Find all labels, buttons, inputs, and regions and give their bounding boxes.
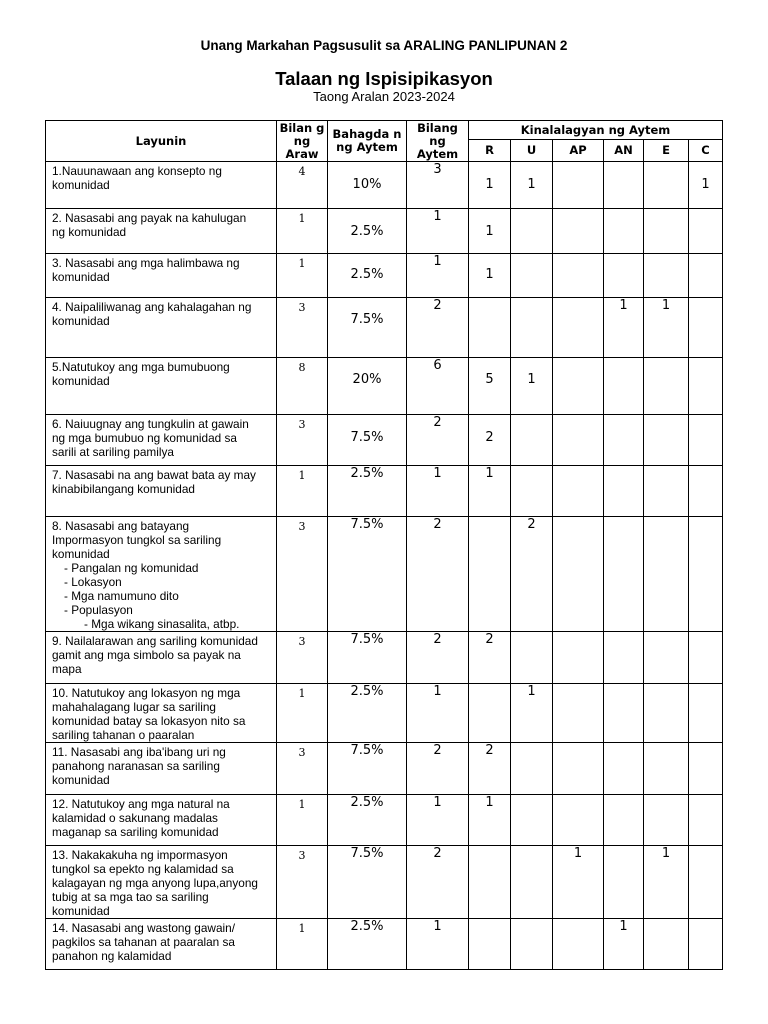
days-cell: 4	[277, 162, 328, 209]
level-cell-e	[644, 466, 689, 517]
level-cell-ap	[553, 795, 604, 846]
objective-text: kalagayan ng mga anyong lupa,anyong	[52, 876, 258, 890]
percent-cell: 2.5%	[328, 919, 407, 970]
objective-text: tubig at sa mga tao sa sariling	[52, 890, 209, 904]
level-cell-ap	[553, 209, 604, 254]
objective-subitem: - Pangalan ng komunidad	[64, 561, 199, 575]
level-cell-an	[604, 358, 644, 415]
table-row	[46, 846, 723, 919]
percent-cell: 2.5%	[328, 254, 407, 298]
objective-text: komunidad	[52, 178, 110, 192]
items-cell: 2	[407, 298, 469, 358]
level-cell-u: 2	[511, 517, 553, 632]
objective-text: panahong naranasan sa sariling	[52, 759, 220, 773]
objective-text: 3. Nasasabi ang mga halimbawa ng	[52, 256, 240, 270]
table-row	[46, 415, 723, 466]
items-header: Bilang ng Aytem	[407, 121, 469, 162]
objective-text: gamit ang mga simbolo sa payak na	[52, 648, 241, 662]
table-row	[46, 743, 723, 795]
items-cell: 2	[407, 517, 469, 632]
level-cell-c	[689, 415, 723, 466]
level-header-c: C	[689, 140, 723, 162]
objective-text: komunidad batay sa lokasyon nito sa	[52, 714, 246, 728]
level-cell-r: 2	[469, 743, 511, 795]
percent-cell: 2.5%	[328, 209, 407, 254]
objective-text: Impormasyon tungkol sa sariling	[52, 533, 222, 547]
level-cell-an	[604, 795, 644, 846]
percent-cell: 2.5%	[328, 466, 407, 517]
objective-text: 8. Nasasabi ang batayang	[52, 519, 190, 533]
level-cell-c	[689, 632, 723, 684]
table-row	[46, 358, 723, 415]
objective-text: komunidad	[52, 314, 110, 328]
objective-subitem: - Mga namumuno dito	[64, 589, 179, 603]
level-cell-ap	[553, 632, 604, 684]
exam-title: Unang Markahan Pagsusulit sa ARALING PANLIPUNAN 2	[200, 38, 568, 53]
items-cell: 1	[407, 919, 469, 970]
objective-text: komunidad	[52, 270, 110, 284]
level-cell-an: 1	[604, 919, 644, 970]
items-cell: 1	[407, 466, 469, 517]
level-cell-u	[511, 795, 553, 846]
objective-text: 13. Nakakakuha ng impormasyon	[52, 848, 228, 862]
level-cell-an	[604, 466, 644, 517]
objective-text: komunidad	[52, 904, 110, 918]
level-cell-e	[644, 919, 689, 970]
percent-cell: 7.5%	[328, 415, 407, 466]
objective-cell	[46, 743, 277, 795]
level-cell-c	[689, 298, 723, 358]
level-cell-r	[469, 846, 511, 919]
level-cell-ap	[553, 684, 604, 743]
days-cell: 1	[277, 254, 328, 298]
items-cell: 1	[407, 254, 469, 298]
table-row	[46, 254, 723, 298]
days-cell: 1	[277, 684, 328, 743]
level-cell-e	[644, 358, 689, 415]
specification-table	[45, 120, 723, 970]
level-cell-ap	[553, 517, 604, 632]
level-header-e: E	[644, 140, 689, 162]
header-row-top	[46, 121, 723, 140]
level-cell-c	[689, 209, 723, 254]
level-cell-ap	[553, 254, 604, 298]
objective-text: ng komunidad	[52, 225, 127, 239]
table-row	[46, 919, 723, 970]
level-cell-c	[689, 358, 723, 415]
days-cell: 3	[277, 743, 328, 795]
objective-cell	[46, 795, 277, 846]
objective-text: komunidad	[52, 547, 110, 561]
level-cell-u: 1	[511, 162, 553, 209]
level-cell-c	[689, 743, 723, 795]
level-header-ap: AP	[553, 140, 604, 162]
level-cell-an	[604, 743, 644, 795]
objective-text: 7. Nasasabi na ang bawat bata ay may	[52, 468, 256, 482]
level-cell-ap	[553, 162, 604, 209]
level-cell-ap	[553, 358, 604, 415]
objective-text: pagkilos sa tahanan at paaralan sa	[52, 935, 235, 949]
objective-cell	[46, 846, 277, 919]
level-cell-u	[511, 415, 553, 466]
items-cell: 2	[407, 632, 469, 684]
days-cell: 3	[277, 298, 328, 358]
level-cell-c	[689, 517, 723, 632]
level-cell-u	[511, 632, 553, 684]
items-cell: 2	[407, 415, 469, 466]
items-cell: 1	[407, 684, 469, 743]
objective-text: 9. Nailalarawan ang sariling komunidad	[52, 634, 258, 648]
objective-text: maganap sa sariling komunidad	[52, 825, 219, 839]
objective-text: 10. Natutukoy ang lokasyon ng mga	[52, 686, 241, 700]
school-year: Taong Aralan 2023-2024	[313, 89, 455, 104]
level-cell-r: 1	[469, 209, 511, 254]
level-cell-e	[644, 209, 689, 254]
percent-cell: 20%	[328, 358, 407, 415]
level-cell-an	[604, 415, 644, 466]
level-cell-r: 1	[469, 466, 511, 517]
objective-text: komunidad	[52, 773, 110, 787]
level-cell-an	[604, 162, 644, 209]
days-cell: 1	[277, 795, 328, 846]
table-row	[46, 209, 723, 254]
level-cell-ap: 1	[553, 846, 604, 919]
objective-text: sariling tahanan o paaralan	[52, 728, 195, 742]
objective-cell	[46, 919, 277, 970]
objective-cell	[46, 209, 277, 254]
items-cell: 6	[407, 358, 469, 415]
days-cell: 3	[277, 846, 328, 919]
level-cell-e	[644, 415, 689, 466]
objective-cell	[46, 298, 277, 358]
level-cell-r: 2	[469, 632, 511, 684]
level-cell-c	[689, 254, 723, 298]
level-cell-an	[604, 684, 644, 743]
level-cell-u	[511, 209, 553, 254]
level-cell-e	[644, 254, 689, 298]
objective-text: mahahalagang lugar sa sariling	[52, 700, 216, 714]
level-cell-r: 5	[469, 358, 511, 415]
percent-cell: 7.5%	[328, 632, 407, 684]
objective-subitem: - Mga wikang sinasalita, atbp.	[84, 617, 240, 631]
level-cell-e	[644, 684, 689, 743]
objective-header: Layunin	[46, 121, 277, 162]
placement-header: Kinalalagyan ng Aytem	[469, 121, 723, 140]
objective-cell	[46, 517, 277, 632]
items-cell: 1	[407, 795, 469, 846]
level-header-an: AN	[604, 140, 644, 162]
objective-cell	[46, 254, 277, 298]
table-row	[46, 684, 723, 743]
level-cell-r: 2	[469, 415, 511, 466]
level-cell-e: 1	[644, 298, 689, 358]
objective-text: 2. Nasasabi ang payak na kahulugan	[52, 211, 247, 225]
level-cell-an	[604, 209, 644, 254]
objective-text: kinabibilangang komunidad	[52, 482, 195, 496]
percent-cell: 7.5%	[328, 298, 407, 358]
percent-cell: 7.5%	[328, 846, 407, 919]
table-row	[46, 795, 723, 846]
level-cell-u: 1	[511, 358, 553, 415]
table-row	[46, 632, 723, 684]
level-cell-an	[604, 632, 644, 684]
table-row	[46, 162, 723, 209]
level-cell-an	[604, 254, 644, 298]
level-cell-u	[511, 254, 553, 298]
percent-cell: 7.5%	[328, 743, 407, 795]
objective-cell	[46, 632, 277, 684]
objective-text: panahon ng kalamidad	[52, 949, 172, 963]
level-cell-ap	[553, 298, 604, 358]
level-header-u: U	[511, 140, 553, 162]
level-cell-ap	[553, 466, 604, 517]
percent-cell: 2.5%	[328, 684, 407, 743]
items-cell: 1	[407, 209, 469, 254]
objective-subitem: - Populasyon	[64, 603, 133, 617]
level-cell-c	[689, 466, 723, 517]
objective-cell	[46, 684, 277, 743]
days-cell: 3	[277, 632, 328, 684]
objective-text: 12. Natutukoy ang mga natural na	[52, 797, 230, 811]
days-cell: 3	[277, 415, 328, 466]
days-header: Bilan g ng Araw	[277, 121, 328, 162]
objective-text: 11. Nasasabi ang iba'ibang uri ng	[52, 745, 226, 759]
objective-cell	[46, 415, 277, 466]
percent-cell: 7.5%	[328, 517, 407, 632]
level-cell-r: 1	[469, 162, 511, 209]
objective-text: kalamidad o sakunang madalas	[52, 811, 218, 825]
objective-text: sarili at sariling pamilya	[52, 445, 174, 459]
level-cell-e	[644, 517, 689, 632]
objective-text: ng mga bumubuo ng komunidad sa	[52, 431, 237, 445]
table-row	[46, 466, 723, 517]
table-row	[46, 517, 723, 632]
items-cell: 3	[407, 162, 469, 209]
document-title: Talaan ng Ispisipikasyon	[275, 68, 493, 89]
level-cell-r	[469, 517, 511, 632]
level-cell-e	[644, 162, 689, 209]
level-cell-c	[689, 795, 723, 846]
level-cell-r	[469, 684, 511, 743]
level-cell-u	[511, 743, 553, 795]
level-cell-u	[511, 466, 553, 517]
level-cell-r	[469, 919, 511, 970]
days-cell: 1	[277, 919, 328, 970]
level-cell-an: 1	[604, 298, 644, 358]
table-row	[46, 298, 723, 358]
objective-subitem: - Lokasyon	[64, 575, 122, 589]
objective-text: tungkol sa epekto ng kalamidad sa	[52, 862, 234, 876]
objective-text: mapa	[52, 662, 82, 676]
level-cell-c	[689, 919, 723, 970]
level-cell-r	[469, 298, 511, 358]
level-cell-u	[511, 298, 553, 358]
objective-text: 4. Naipaliliwanag ang kahalagahan ng	[52, 300, 252, 314]
days-cell: 1	[277, 466, 328, 517]
objective-text: 1.Nauunawaan ang konsepto ng	[52, 164, 222, 178]
level-cell-an	[604, 517, 644, 632]
level-cell-e	[644, 632, 689, 684]
percent-cell: 10%	[328, 162, 407, 209]
items-cell: 2	[407, 846, 469, 919]
objective-text: 5.Natutukoy ang mga bumubuong	[52, 360, 230, 374]
objective-text: 6. Naiuugnay ang tungkulin at gawain	[52, 417, 249, 431]
level-cell-c	[689, 684, 723, 743]
objective-cell	[46, 466, 277, 517]
level-cell-r: 1	[469, 254, 511, 298]
level-cell-ap	[553, 415, 604, 466]
percent-header: Bahagda n ng Aytem	[328, 121, 407, 162]
objective-cell	[46, 162, 277, 209]
level-cell-e	[644, 743, 689, 795]
level-cell-c: 1	[689, 162, 723, 209]
level-cell-e: 1	[644, 846, 689, 919]
days-cell: 8	[277, 358, 328, 415]
level-cell-u	[511, 919, 553, 970]
objective-cell	[46, 358, 277, 415]
days-cell: 3	[277, 517, 328, 632]
items-cell: 2	[407, 743, 469, 795]
level-cell-r: 1	[469, 795, 511, 846]
level-cell-an	[604, 846, 644, 919]
level-cell-u	[511, 846, 553, 919]
days-cell: 1	[277, 209, 328, 254]
level-header-r: R	[469, 140, 511, 162]
level-cell-ap	[553, 743, 604, 795]
objective-text: 14. Nasasabi ang wastong gawain/	[52, 921, 235, 935]
level-cell-u: 1	[511, 684, 553, 743]
level-cell-e	[644, 795, 689, 846]
percent-cell: 2.5%	[328, 795, 407, 846]
objective-text: komunidad	[52, 374, 110, 388]
level-cell-c	[689, 846, 723, 919]
level-cell-ap	[553, 919, 604, 970]
